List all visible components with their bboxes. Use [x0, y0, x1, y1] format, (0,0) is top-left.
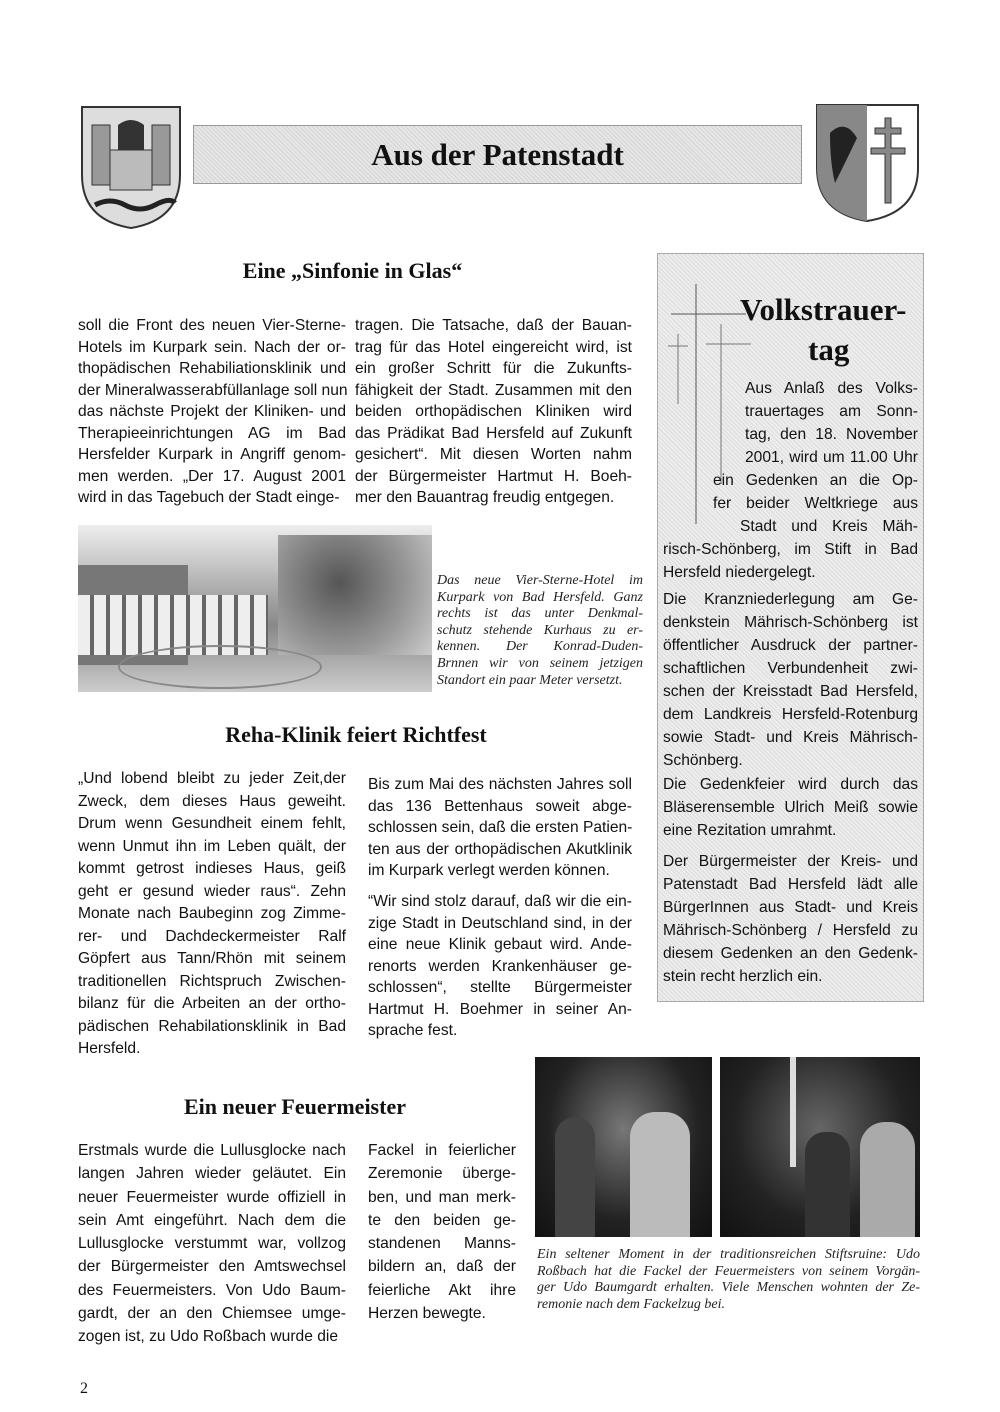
- text-line: Ein seltener Moment in der traditionsreichen Stiftsruine: Udo: [537, 1247, 920, 1262]
- text-line: wenn Unmut ihn im Leben quält, der: [78, 837, 346, 855]
- sidebar-title: tag: [808, 332, 850, 367]
- text-line: fer beider Weltkriege aus: [713, 495, 918, 512]
- sidebar-paragraph: [663, 773, 918, 842]
- article-heading-feuermeister: Ein neuer Feuermeister: [184, 1094, 406, 1119]
- hotel-rendering-photo: [78, 525, 432, 692]
- sidebar-paragraph: [663, 538, 918, 584]
- text-line: das nächste Projekt der Kliniken- und: [78, 403, 346, 420]
- coat-of-arms-left-icon: [80, 105, 182, 230]
- text-line: Hersfeld niedergelegt.: [663, 564, 816, 581]
- text-line: kommt getrost indieses Haus, geiß: [78, 860, 346, 877]
- ceremony-photo-2: [720, 1057, 920, 1237]
- text-line: Zeremonie überge-: [368, 1165, 516, 1183]
- text-line: der Mineralwasserabfüllanlage soll nun: [78, 381, 348, 399]
- text-line: öffentlicher Ausdruck der partner-: [663, 637, 918, 654]
- text-line: traditionellen Richtspruch Zwischen-: [78, 972, 346, 990]
- text-line: Der Bürgermeister der Kreis- und: [663, 853, 918, 870]
- article-heading-sinfonie: Eine „Sinfonie in Glas“: [242, 258, 463, 283]
- coat-of-arms-right-icon: [815, 103, 920, 223]
- text-line: Die Gedenkfeier wird durch das: [663, 776, 918, 793]
- text-line: rer- und Dachdeckermeister Ralf: [78, 927, 346, 945]
- text-line: Bis zum Mai des nächsten Jahres soll: [368, 776, 632, 793]
- article-column: [78, 315, 346, 509]
- text-line: das Prädikat Bad Hersfeld auf Zukunft: [355, 424, 632, 442]
- text-line: rechts ist das unter Denkmal-: [437, 606, 643, 622]
- text-line: zige Stadt in Deutschland sind, in der: [368, 914, 632, 932]
- text-line: te den beiden ge-: [368, 1211, 516, 1229]
- text-line: tag, den 18. November: [745, 426, 918, 443]
- text-line: BürgerInnen aus Stadt- und Kreis: [663, 899, 918, 916]
- text-line: mer den Bauantrag freudig entgegen.: [355, 489, 615, 506]
- text-line: ger Udo Baumgardt erhalten. Viele Menschen wohnten der Ze-: [537, 1280, 920, 1296]
- text-line: Kurpark von Bad Hersfeld. Ganz: [437, 589, 643, 605]
- text-line: 2001, wird um 11.00 Uhr: [745, 449, 918, 466]
- text-line: Lullusglocke verstummt war, vollzog: [78, 1235, 346, 1253]
- text-line: kennen. Der Konrad-Duden-: [437, 639, 643, 655]
- text-line: ben, und man merk-: [368, 1188, 516, 1206]
- text-line: Hersfeld.: [78, 1040, 141, 1057]
- text-line: pädischen Rehabilationsklinik in Bad: [78, 1017, 346, 1035]
- text-line: Fackel in feierlicher: [368, 1142, 516, 1159]
- text-line: bildern an, daß der: [368, 1258, 516, 1276]
- article-column: [355, 315, 632, 509]
- text-line: feierliche Akt ihre: [368, 1281, 516, 1299]
- photo-caption: [537, 1247, 920, 1313]
- text-line: Stadt und Kreis Mäh-: [740, 518, 918, 535]
- text-line: schlossen“, stellte Bürgermeister: [368, 979, 632, 996]
- text-line: Patenstadt Bad Hersfeld lädt alle: [663, 876, 918, 893]
- text-line: tragen. Die Tatsache, daß der Bauan-: [355, 317, 632, 334]
- text-line: Zweck, dem dieses Haus geweiht.: [78, 792, 346, 810]
- article-column: [78, 1139, 346, 1349]
- ceremony-photo-1: [535, 1057, 712, 1237]
- text-line: Hartmut H. Boehmer in seiner An-: [368, 1000, 632, 1018]
- text-line: schutz stehende Kurhaus zu er-: [437, 622, 643, 638]
- sidebar-paragraph: [663, 850, 918, 988]
- text-line: Monate nach Baubeginn zog Zimme-: [78, 905, 346, 922]
- photo-caption: [437, 573, 643, 689]
- text-line: sowie Stadt- und Kreis Mährisch-: [663, 729, 918, 746]
- text-line: eine Rezitation umrahmt.: [663, 822, 837, 839]
- text-line: gardt, der an den Chiemsee umge-: [78, 1305, 346, 1323]
- text-line: Therapieeinrichtungen AG im Bad: [78, 424, 346, 442]
- text-line: schaftlichen Verbundenheit zwi-: [663, 660, 918, 677]
- text-line: ten aus der orthopädischen Akutklinik: [368, 840, 632, 858]
- text-line: Hotels im Kurpark sein. Nach der or-: [78, 338, 346, 356]
- sidebar-paragraph: [740, 515, 918, 538]
- text-line: ein großer Schritt für die Zukunfts-: [355, 360, 632, 377]
- text-line: dem Landkreis Hersfeld-Rotenburg: [663, 706, 918, 723]
- text-line: thopädischen Rehabiliationsklinik und: [78, 360, 346, 377]
- text-line: soll die Front des neuen Vier-Sterne-: [78, 317, 346, 334]
- text-line: Hersfelder Kurpark in Angriff genom-: [78, 446, 346, 463]
- text-line: “Wir sind stolz darauf, daß wir die ein-: [368, 893, 632, 910]
- text-line: Die Kranzniederlegung am Ge-: [663, 591, 918, 608]
- text-line: ein Gedenken an die Op-: [713, 472, 918, 489]
- text-line: eine neue Klinik gebaut wird. Ande-: [368, 936, 632, 953]
- text-line: Drum wenn Gesundheit einem fehlt,: [78, 815, 346, 832]
- text-line: schlossen sein, daß die ersten Patien-: [368, 819, 633, 836]
- text-line: schen der Kreisstadt Bad Hersfeld,: [663, 683, 918, 700]
- page-number: 2: [80, 1380, 88, 1397]
- text-line: Brnnen wir von seinem jetzigen: [437, 655, 643, 671]
- sidebar-box: [657, 253, 924, 1002]
- text-line: gesichert“. Mit diesen Worten nahm: [355, 446, 632, 463]
- text-line: men werden. „Der 17. August 2001: [78, 467, 346, 485]
- text-line: beiden orthopädischen Kliniken wird: [355, 403, 632, 420]
- text-line: Roßbach hat die Fackel der Feuermeisters von seinem Vorgän-: [537, 1263, 920, 1279]
- text-line: Göpfert aus Tann/Rhön mit seinem: [78, 950, 346, 967]
- text-line: geht er gesund wieder raus“. Zehn: [78, 882, 346, 900]
- text-line: Mährisch-Schönberg / Hersfeld zu: [663, 922, 918, 939]
- text-line: renorts werden Krankenhäuser ge-: [368, 957, 632, 975]
- text-line: Aus Anlaß des Volks-: [745, 380, 918, 397]
- text-line: zogen ist, zu Udo Roßbach wurde die: [78, 1328, 339, 1346]
- sidebar-title: Volkstrauer-: [740, 292, 907, 327]
- text-line: denkstein Mährisch-Schönberg ist: [663, 614, 918, 631]
- text-line: der Bürgermeister Hartmut H. Boeh-: [355, 467, 632, 485]
- text-line: standenen Manns-: [368, 1235, 516, 1253]
- article-column: [368, 1139, 516, 1325]
- article-column: [78, 768, 346, 1061]
- text-line: sprache fest.: [368, 1022, 458, 1039]
- article-column: [368, 774, 632, 882]
- text-line: wird in das Tagebuch der Stadt einge-: [78, 489, 340, 506]
- text-line: bilanz für die Arbeiten an der ortho-: [78, 995, 346, 1012]
- text-line: im Kurpark verlegt werden können.: [368, 862, 610, 879]
- text-line: stein recht herzlich ein.: [663, 968, 823, 985]
- text-line: trag für das Hotel eingereicht wird, ist: [355, 338, 632, 356]
- text-line: „Und lobend bleibt zu jeder Zeit,der: [78, 770, 346, 787]
- text-line: diesem Gedenken an den Gedenk-: [663, 945, 918, 962]
- text-line: trauertages am Sonn-: [745, 403, 918, 420]
- text-line: remonie nach dem Fackelzug bei.: [537, 1296, 726, 1312]
- text-line: neuer Feuermeister wurde offiziell in: [78, 1188, 346, 1206]
- text-line: Schönberg.: [663, 752, 743, 769]
- sidebar-paragraph: [713, 469, 918, 515]
- text-line: langen Jahren wieder geläutet. Ein: [78, 1165, 346, 1183]
- text-line: Herzen bewegte.: [368, 1305, 486, 1323]
- section-title: Aus der Patenstadt: [193, 125, 802, 184]
- text-line: sein Amt eingeführt. Nach dem die: [78, 1211, 346, 1229]
- text-line: risch-Schönberg, im Stift in Bad: [663, 541, 918, 558]
- text-line: das 136 Bettenhaus soweit abge-: [368, 797, 632, 815]
- text-line: Bläserensemble Ulrich Meiß sowie: [663, 799, 918, 816]
- text-line: Standort ein paar Meter versetzt.: [437, 672, 623, 688]
- sidebar-paragraph: [745, 377, 918, 469]
- article-heading-reha: Reha-Klinik feiert Richtfest: [225, 722, 487, 747]
- text-line: fähigkeit der Stadt. Zusammen mit den: [355, 381, 632, 399]
- text-line: des Feuermeisters. Von Udo Baum-: [78, 1281, 346, 1299]
- text-line: Erstmals wurde die Lullusglocke nach: [78, 1142, 346, 1159]
- article-column: [368, 891, 632, 1042]
- text-line: der Bürgermeister den Amtswechsel: [78, 1258, 346, 1276]
- sidebar-paragraph: [663, 588, 918, 772]
- text-line: Das neue Vier-Sterne-Hotel im: [437, 573, 643, 588]
